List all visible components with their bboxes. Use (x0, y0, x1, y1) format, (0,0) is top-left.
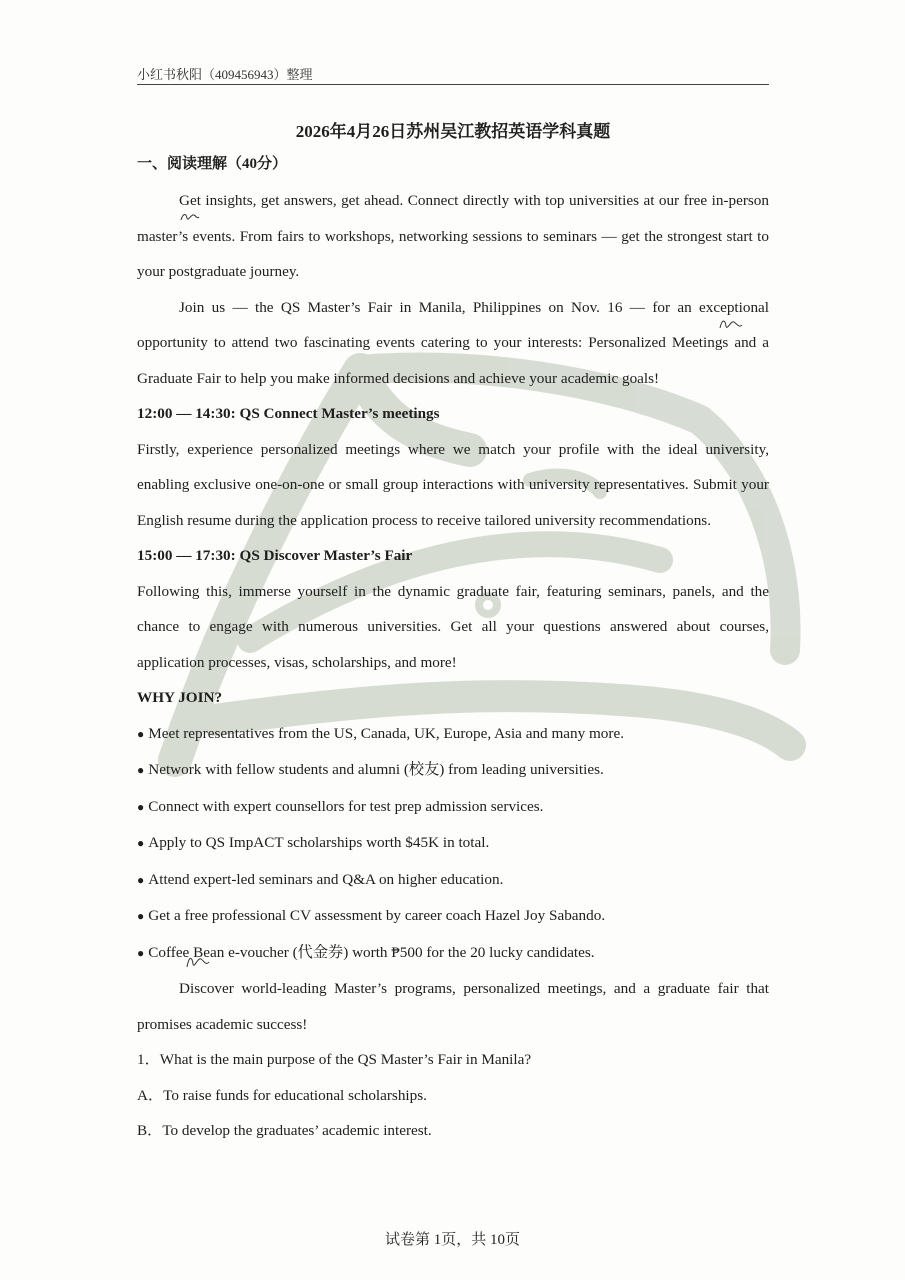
handwritten-mark-icon (719, 318, 743, 332)
session-1-heading: 12:00 — 14:30: QS Connect Master’s meetings (137, 405, 440, 422)
list-item: ● Meet representatives from the US, Canada, UK, Europe, Asia and many more. (137, 716, 769, 753)
exam-title: 2026年4月26日苏州吴江教招英语学科真题 (295, 122, 611, 141)
intro-paragraph-2: Join us — the QS Master’s Fair in Manila, Philippines on Nov. 16 — for an exceptional opportunity to attend two fascinating events catering to your interests: Personalized Meetings and a Graduate Fair to help you make informed decisions and achieve your academic goals! (137, 298, 769, 387)
list-item: ● Apply to QS ImpACT scholarships worth $45K in total. (137, 825, 769, 862)
option-b: B．To develop the graduates’ academic interest. (137, 1122, 432, 1139)
page-footer: 试卷第 1页，共 10页 (384, 1232, 520, 1248)
session-2-text: Following this, immerse yourself in the dynamic graduate fair, featuring seminars, panels, and the chance to engage with numerous universities. Get all your questions answered about courses, application processes, visas, scholarships, and more! (137, 582, 769, 671)
question-stem: 1．What is the main purpose of the QS Master’s Fair in Manila? (137, 1051, 532, 1068)
list-item: ● Get a free professional CV assessment by career coach Hazel Joy Sabando. (137, 898, 769, 935)
closing-paragraph: Discover world-leading Master’s programs, personalized meetings, and a graduate fair that promises academic success! (137, 980, 769, 1033)
why-join-heading: WHY JOIN? (137, 689, 223, 706)
handwritten-mark-icon (186, 954, 210, 970)
section-heading: 一、阅读理解（40分） (137, 156, 288, 172)
header-source-note: 小红书秋阳（409456943）整理 (137, 67, 313, 82)
passage-body (137, 183, 769, 1149)
option-a: A．To raise funds for educational scholarships. (137, 1086, 427, 1104)
list-item: ● Network with fellow students and alumni (校友) from leading universities. (137, 752, 769, 789)
session-2-heading: 15:00 — 17:30: QS Discover Master’s Fair (137, 547, 413, 564)
handwritten-mark-icon (180, 211, 200, 223)
session-1-text: Firstly, experience personalized meetings where we match your profile with the ideal university, enabling exclusive one-on-one or small group interactions with university representatives. Submit your English resume during the application process to receive tailored university recommendations. (137, 440, 769, 529)
list-item: ● Connect with expert counsellors for test prep admission services. (137, 789, 769, 826)
list-item: ● Coffee Bean e-voucher (代金券) worth ₱500 for the 20 lucky candidates. (137, 935, 769, 972)
intro-paragraph-1: Get insights, get answers, get ahead. Connect directly with top universities at our free in-person master’s events. From fairs to workshops, networking sessions to seminars — get the strongest start to your postgraduate journey. (137, 192, 769, 280)
list-item: ● Attend expert-led seminars and Q&A on higher education. (137, 862, 769, 899)
header-divider (137, 84, 769, 85)
